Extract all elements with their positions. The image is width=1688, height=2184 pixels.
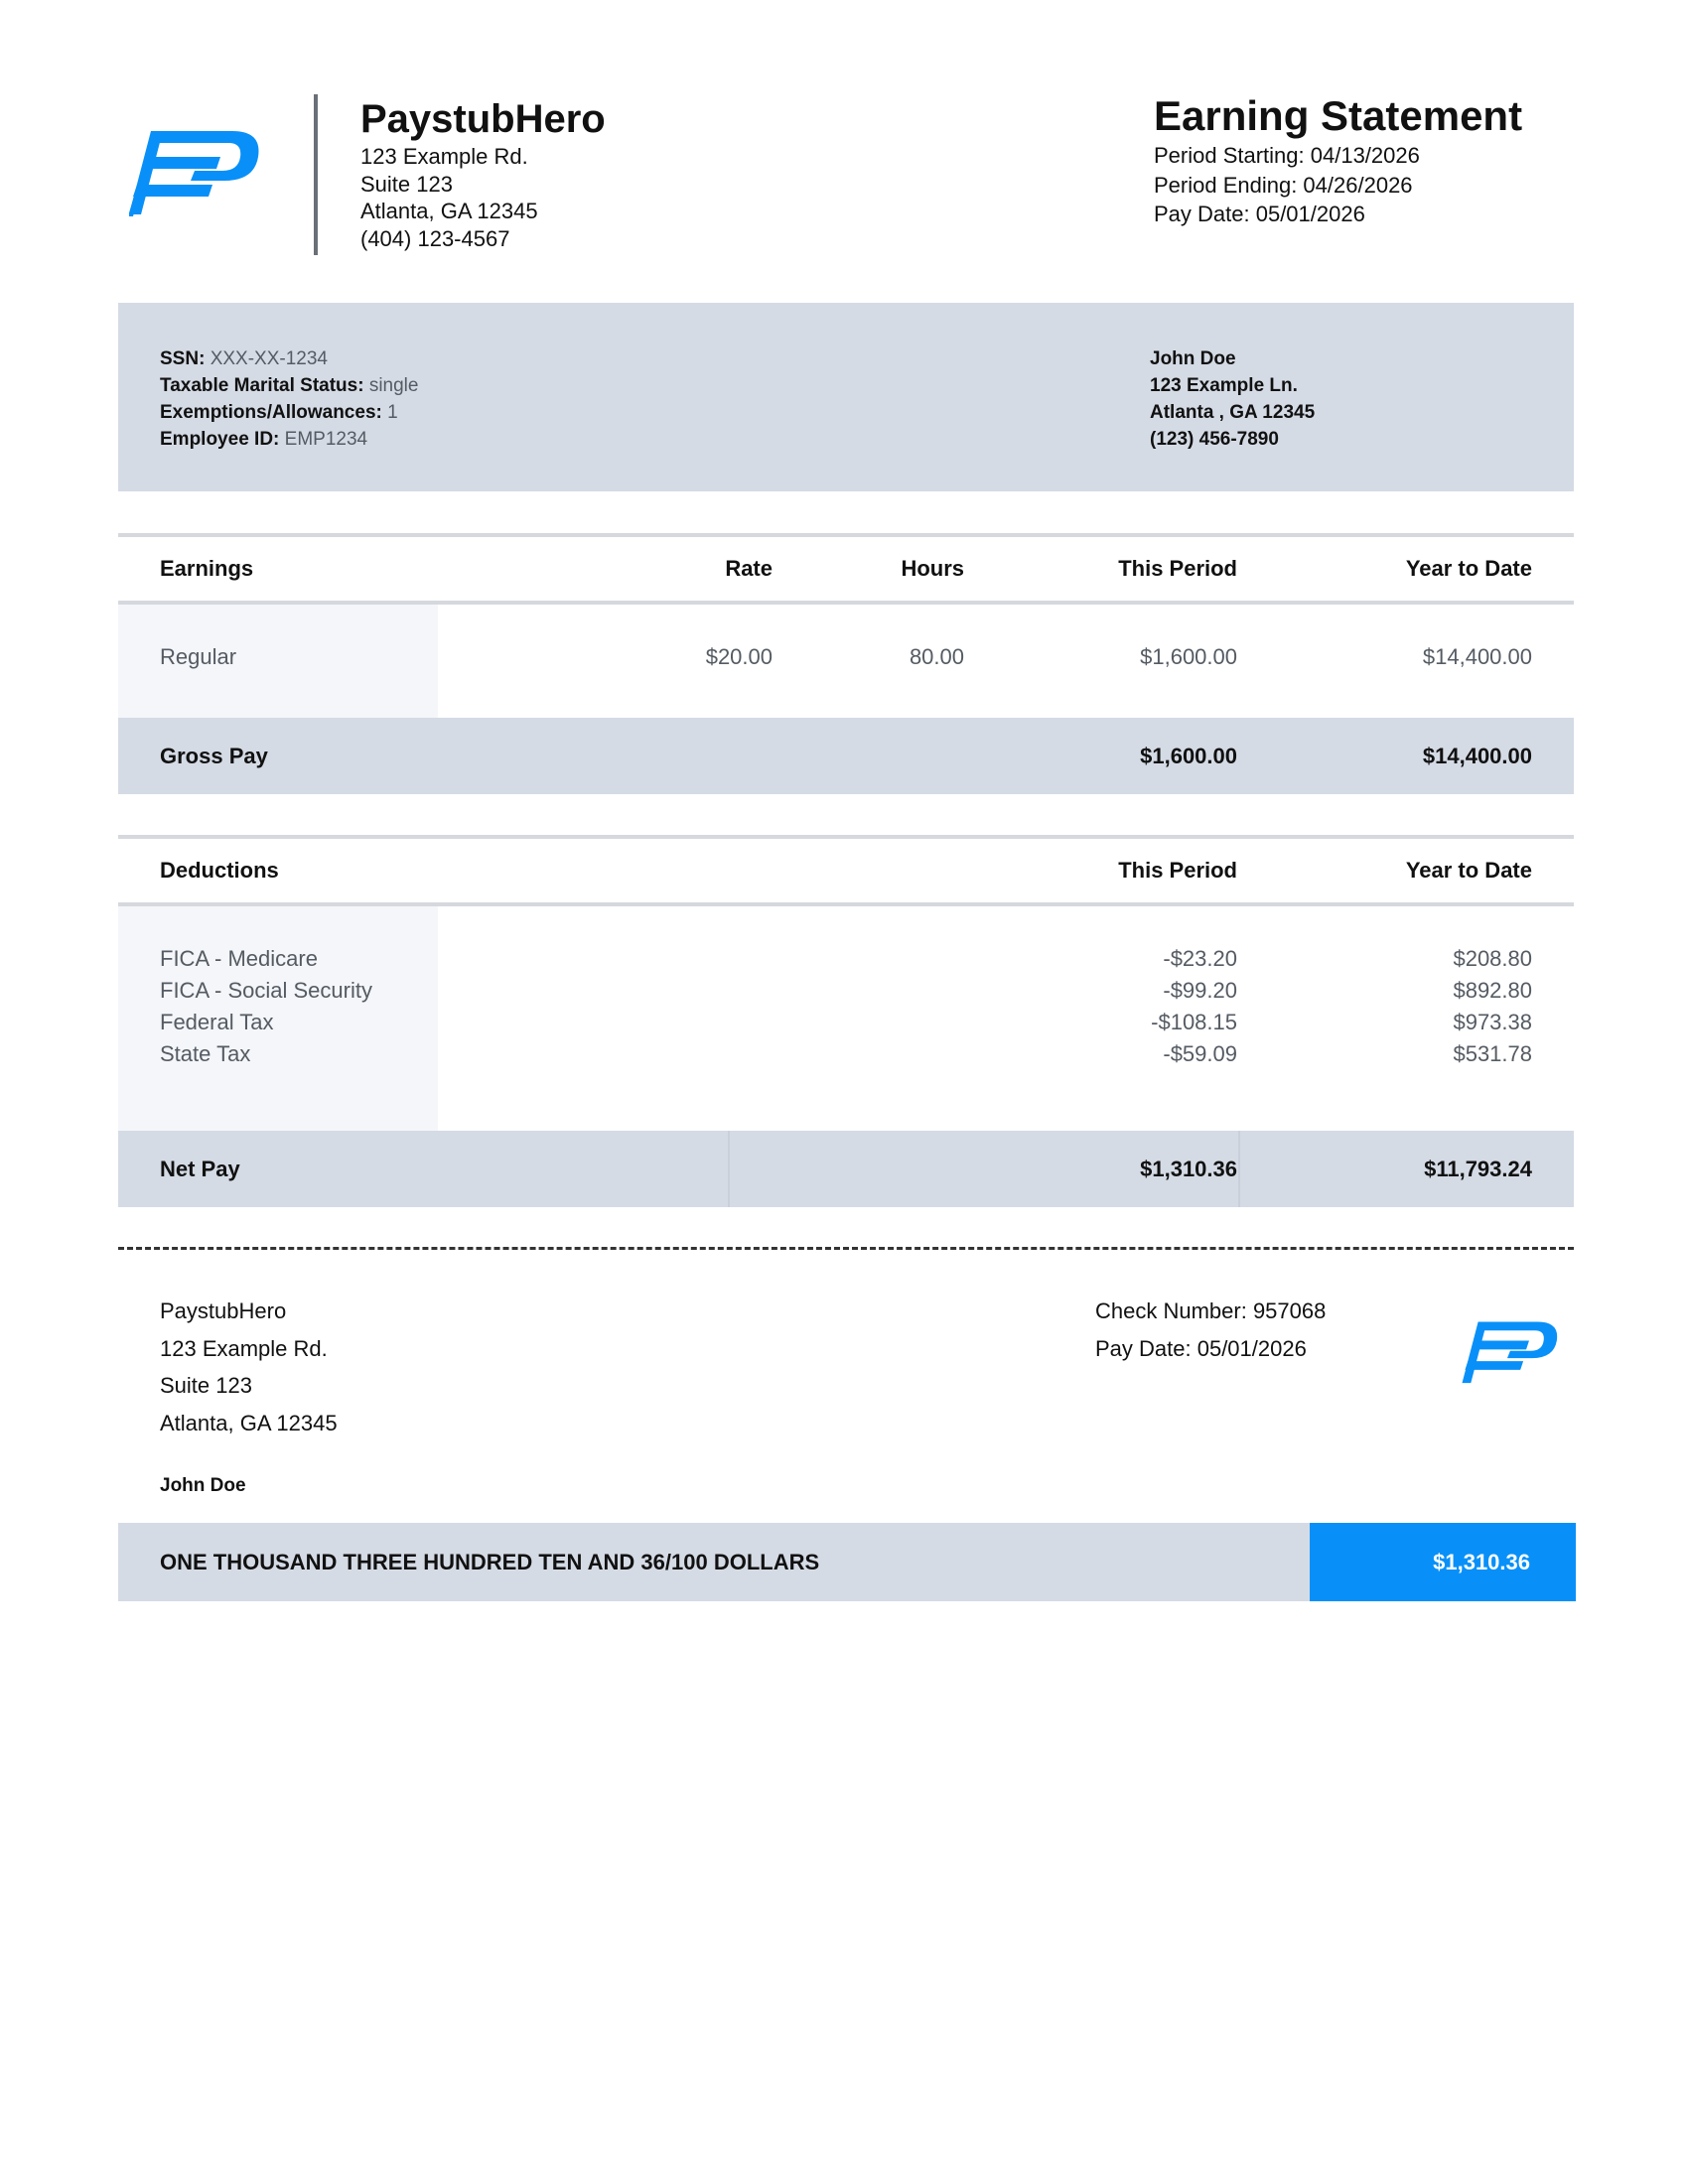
company-block: [360, 95, 606, 252]
earnings-col-hours: Hours: [901, 556, 964, 581]
column-separator: [728, 1131, 730, 1207]
deductions-col-ytd: Year to Date: [1405, 858, 1532, 883]
statement-title: Earning Statement: [1154, 92, 1523, 139]
earnings-col-ytd: Year to Date: [1405, 556, 1532, 581]
paystubhero-logo-icon: [1462, 1320, 1561, 1386]
check-company-address: [160, 1293, 338, 1441]
deduction-label: State Tax: [160, 1041, 251, 1066]
marital-value: single: [368, 375, 419, 396]
deduction-this-period: -$108.15: [1151, 1010, 1237, 1034]
header-divider: [314, 94, 318, 255]
employee-id-value: EMP1234: [284, 429, 368, 450]
net-pay-ytd: $11,793.24: [1424, 1157, 1532, 1181]
net-pay-this-period: $1,310.36: [1140, 1157, 1237, 1181]
paystubhero-logo-icon: [129, 129, 263, 218]
gross-pay-row: [118, 718, 1574, 794]
earnings-col-rate: Rate: [725, 556, 773, 581]
column-separator: [1238, 1131, 1240, 1207]
deduction-ytd: $208.80: [1453, 946, 1532, 971]
earnings-row-hours: 80.00: [909, 644, 964, 669]
earnings-row-label: Regular: [160, 644, 237, 669]
earnings-row-this-period: $1,600.00: [1140, 644, 1237, 669]
check-city: Atlanta, GA 12345: [160, 1410, 338, 1435]
check-amount-words: ONE THOUSAND THREE HUNDRED TEN AND 36/100 DOLLARS: [160, 1550, 820, 1574]
deductions-col-label: Deductions: [160, 858, 279, 883]
earnings-row-ytd: $14,400.00: [1422, 644, 1532, 669]
pay-date: Pay Date: 05/01/2026: [1154, 202, 1365, 226]
earnings-header-row: [118, 537, 1574, 601]
company-address1: 123 Example Rd.: [360, 144, 528, 169]
gross-pay-ytd: $14,400.00: [1422, 744, 1532, 768]
employee-tax-info: [160, 345, 418, 453]
gross-pay-this-period: $1,600.00: [1140, 744, 1237, 768]
deduction-label: Federal Tax: [160, 1010, 274, 1034]
check-address2: Suite 123: [160, 1373, 252, 1398]
gross-pay-label: Gross Pay: [160, 744, 268, 768]
check-payee: John Doe: [160, 1475, 246, 1496]
employee-phone: (123) 456-7890: [1150, 429, 1279, 450]
marital-label: Taxable Marital Status:: [160, 375, 364, 396]
deduction-ytd: $531.78: [1453, 1041, 1532, 1066]
deduction-this-period: -$23.20: [1163, 946, 1237, 971]
employee-street: 123 Example Ln.: [1150, 375, 1298, 396]
deduction-this-period: -$59.09: [1163, 1041, 1237, 1066]
deduction-this-period: -$99.20: [1163, 978, 1237, 1003]
detach-cut-line: [118, 1247, 1574, 1250]
period-start: Period Starting: 04/13/2026: [1154, 143, 1420, 168]
check-amount: $1,310.36: [1310, 1523, 1576, 1601]
deduction-label: FICA - Social Security: [160, 978, 372, 1003]
company-address2: Suite 123: [360, 171, 453, 197]
statement-block: [1154, 91, 1522, 229]
deductions-col-this-period: This Period: [1118, 858, 1237, 883]
check-number: Check Number: 957068: [1095, 1298, 1327, 1323]
company-city: Atlanta, GA 12345: [360, 199, 538, 223]
deduction-ytd: $892.80: [1453, 978, 1532, 1003]
earnings-col-this-period: This Period: [1118, 556, 1237, 581]
period-end: Period Ending: 04/26/2026: [1154, 172, 1413, 198]
net-pay-label: Net Pay: [160, 1157, 240, 1181]
employee-address: [1150, 345, 1315, 453]
company-name: PaystubHero: [360, 97, 606, 141]
ssn-value: XXX-XX-1234: [210, 348, 328, 369]
check-pay-date: Pay Date: 05/01/2026: [1095, 1335, 1307, 1361]
earnings-row-rate: $20.00: [705, 644, 773, 669]
net-pay-row: [118, 1131, 1574, 1207]
exemptions-value: 1: [387, 402, 398, 423]
check-company-name: PaystubHero: [160, 1298, 287, 1323]
check-address1: 123 Example Rd.: [160, 1335, 328, 1361]
employee-info-box: [118, 303, 1574, 491]
earnings-table: [118, 533, 1574, 794]
ssn-label: SSN:: [160, 348, 206, 369]
employee-id-label: Employee ID:: [160, 429, 280, 450]
check-amount-bar: [118, 1523, 1576, 1601]
employee-city: Atlanta , GA 12345: [1150, 402, 1316, 423]
employee-name: John Doe: [1150, 348, 1236, 369]
deductions-header-row: [118, 839, 1574, 902]
deduction-ytd: $973.38: [1453, 1010, 1532, 1034]
check-details: [1095, 1293, 1326, 1367]
exemptions-label: Exemptions/Allowances:: [160, 402, 382, 423]
company-phone: (404) 123-4567: [360, 225, 510, 251]
deductions-table: [118, 835, 1574, 1207]
deduction-label: FICA - Medicare: [160, 946, 318, 971]
earnings-col-label: Earnings: [160, 556, 254, 581]
